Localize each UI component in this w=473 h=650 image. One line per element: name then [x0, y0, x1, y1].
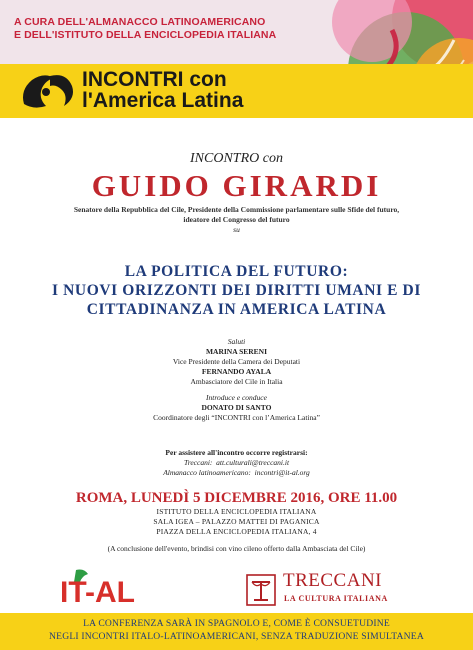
treccani-mark-icon: [246, 574, 276, 606]
speaker-role-line-2: ideatore del Congresso del futuro: [183, 214, 290, 224]
organizers-line-1: A CURA DELL'ALMANACCO LATINOAMERICANO: [14, 16, 266, 28]
saluti-person-1-name: MARINA SERENI: [205, 347, 268, 356]
saluti-section: [0, 337, 473, 387]
venue-line-3: PIAZZA DELLA ENCICLOPEDIA ITALIANA, 4: [156, 527, 317, 536]
saluti-person-1-role: Vice Presidente della Camera dei Deputati: [172, 357, 301, 366]
registration-treccani-email[interactable]: att.culturali@treccani.it: [216, 458, 290, 467]
conference-topic: [0, 262, 473, 319]
topic-line-2: I NUOVI ORIZZONTI DEI DIRITTI UMANI E DI: [52, 282, 421, 299]
registration-almanacco-label: Almanacco latinoamericano:: [163, 468, 251, 477]
footer-line-1: LA CONFERENZA SARÀ IN SPAGNOLO E, COME È CONSUETUDINE: [83, 618, 390, 629]
series-title-line-1: INCONTRI con: [82, 68, 227, 91]
speaker-name: GUIDO GIRARDI: [91, 168, 382, 203]
introduzione-heading: Introduce e conduce: [206, 393, 267, 402]
ital-logo-text: IT-AL: [60, 576, 135, 608]
introduzione-section: [0, 393, 473, 423]
saluti-heading: Saluti: [227, 337, 246, 346]
su-label: su: [233, 225, 240, 234]
footer-line-2: NEGLI INCONTRI ITALO-LATINOAMERICANI, SENZA TRADUZIONE SIMULTANEA: [49, 631, 424, 642]
topic-line-3: CITTADINANZA IN AMERICA LATINA: [86, 301, 387, 318]
venue-line-1: ISTITUTO DELLA ENCICLOPEDIA ITALIANA: [156, 507, 317, 516]
ital-logo: [58, 568, 146, 608]
brindisi-note: (A conclusione dell'evento, brindisi con vino cileno offerto dalla Ambasciata del Cile): [107, 544, 366, 553]
registration-section: [0, 448, 473, 478]
registration-heading: Per assistere all'incontro occorre registrarsi:: [165, 448, 308, 457]
series-title: [82, 69, 243, 111]
topic-line-1: LA POLITICA DEL FUTURO:: [124, 263, 349, 280]
series-title-line-2: l'America Latina: [82, 89, 244, 112]
venue-line-2: SALA IGEA – PALAZZO MATTEI DI PAGANICA: [153, 517, 320, 526]
speaker-role: [0, 205, 473, 224]
speaker-role-line-1: Senatore della Repubblica del Cile, Presidente della Commissione parlamentare sulle Sfide del futuro,: [73, 205, 400, 214]
incontro-heading: INCONTRO con: [190, 151, 283, 166]
event-venue: [0, 507, 473, 537]
saluti-person-2-name: FERNANDO AYALA: [201, 367, 272, 376]
introduzione-role: Coordinatore degli “INCONTRI con l’America Latina”: [153, 413, 320, 422]
introduzione-name: DONATO DI SANTO: [201, 403, 272, 412]
organizers-line-2: E DELL'ISTITUTO DELLA ENCICLOPEDIA ITALIANA: [14, 29, 277, 41]
registration-almanacco-email[interactable]: incontri@it-al.org: [254, 468, 310, 477]
organizers-text: [14, 16, 276, 42]
incontri-logo-icon: [16, 66, 78, 114]
event-datetime: ROMA, LUNEDÌ 5 DICEMBRE 2016, ORE 11.00: [75, 490, 398, 506]
registration-treccani-label: Treccani:: [183, 458, 213, 467]
treccani-subtitle: LA CULTURA ITALIANA: [284, 594, 388, 603]
footer-note: [0, 617, 473, 643]
treccani-name: TRECCANI: [283, 570, 382, 591]
saluti-person-2-role: Ambasciatore del Cile in Italia: [190, 377, 283, 386]
